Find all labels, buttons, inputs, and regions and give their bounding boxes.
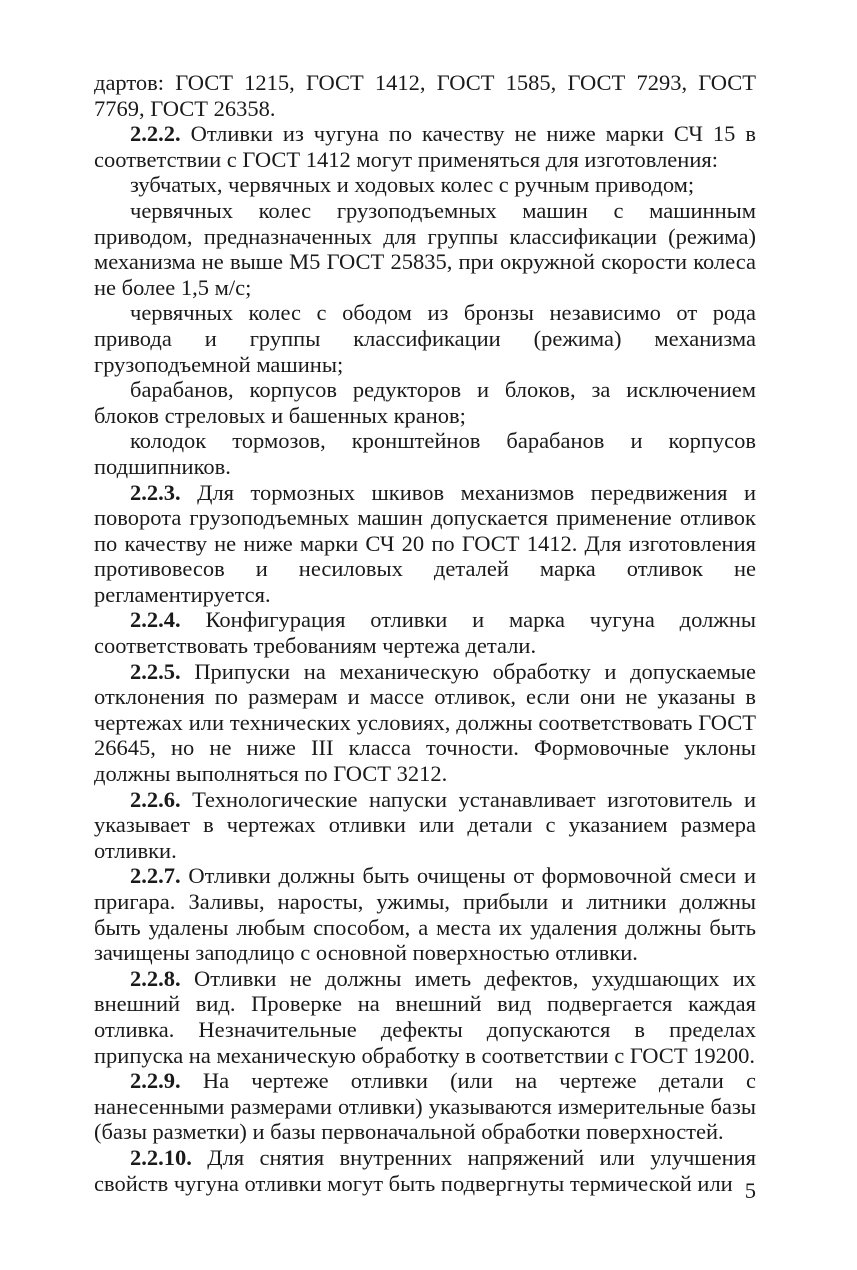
- list-item: барабанов, корпусов редукторов и блоков, за исключением блоков стреловых и башенных кранов;: [94, 377, 756, 428]
- list-item: зубчатых, червячных и ходовых колес с ручным приводом;: [130, 172, 695, 198]
- list-item: колодок тормозов, кронштейнов барабанов и корпусов подшипников.: [94, 428, 756, 479]
- page-number: 5: [744, 1178, 756, 1203]
- section-2-2-2: [94, 121, 756, 172]
- section-2-2-9: [94, 1068, 756, 1145]
- section-text: Отливки должны быть очищены от формовочной смеси и пригара. Заливы, наросты, ужимы, прибыли и литники должны быть удалены любым способом, а места их удаления должны быть зачищены заподлицо с основной поверхностью отливки.: [94, 863, 756, 966]
- section-text: Технологические напуски устанавливает изготовитель и указывает в чертежах отливки или детали с указанием размера отливки.: [94, 786, 756, 863]
- section-2-2-5: [94, 659, 756, 787]
- section-number: 2.2.10.: [130, 1144, 192, 1170]
- section-number: 2.2.3.: [130, 479, 181, 505]
- list-item: червячных колес с ободом из бронзы независимо от рода привода и группы классификации (режима) механизма грузоподъемной машины;: [94, 300, 756, 377]
- section-text: Отливки не должны иметь дефектов, ухудшающих их внешний вид. Проверке на внешний вид подвергается каждая отливка. Незначительные дефекты допускаются в пределах припуска на механическую обработку в соответствии с ГОСТ 19200.: [94, 965, 756, 1068]
- paragraph-continuation: дартов: ГОСТ 1215, ГОСТ 1412, ГОСТ 1585, ГОСТ 7293, ГОСТ 7769, ГОСТ 26358.: [94, 70, 756, 121]
- section-2-2-8: [94, 966, 756, 1068]
- section-text: Для тормозных шкивов механизмов передвижения и поворота грузоподъемных машин допускается применение отливок по качеству не ниже марки СЧ 20 по ГОСТ 1412. Для изготовления противовесов и несиловых деталей марка отливок не регламентируется.: [94, 479, 756, 607]
- section-number: 2.2.4.: [130, 607, 181, 633]
- section-2-2-3: [94, 480, 756, 608]
- section-2-2-7: [94, 863, 756, 965]
- section-2-2-4: [94, 607, 756, 658]
- section-text: Припуски на механическую обработку и допускаемые отклонения по размерам и массе отливок, если они не указаны в чертежах или технических условиях, должны соответствовать ГОСТ 26645, но не ниже III класса точности. Формовочные уклоны должны выполняться по ГОСТ 3212.: [94, 658, 756, 787]
- section-2-2-10: [94, 1145, 756, 1196]
- section-text: Для снятия внутренних напряжений или улучшения свойств чугуна отливки могут быть подвергнуты термической или: [94, 1144, 756, 1196]
- section-number: 2.2.8.: [130, 965, 181, 991]
- section-number: 2.2.5.: [130, 658, 181, 684]
- section-text: Конфигурация отливки и марка чугуна должны соответствовать требованиям чертежа детали.: [94, 607, 757, 659]
- section-number: 2.2.2.: [130, 121, 181, 147]
- section-number: 2.2.6.: [130, 786, 181, 812]
- section-number: 2.2.7.: [130, 863, 181, 889]
- list-item: червячных колес грузоподъемных машин с машинным приводом, предназначенных для группы классификации (режима) механизма не выше М5 ГОСТ 25835, при окружной скорости колеса не более 1,5 м/с;: [94, 197, 756, 300]
- section-text: Отливки из чугуна по качеству не ниже марки СЧ 15 в соответствии с ГОСТ 1412 могут применяться для изготовления:: [94, 121, 756, 172]
- section-2-2-6: [94, 787, 756, 864]
- section-text: На чертеже отливки (или на чертеже детали с нанесенными размерами отливки) указываются измерительные базы (базы разметки) и базы первоначальной обработки поверхностей.: [94, 1068, 756, 1145]
- section-number: 2.2.9.: [130, 1068, 181, 1094]
- page-body: [94, 70, 756, 1196]
